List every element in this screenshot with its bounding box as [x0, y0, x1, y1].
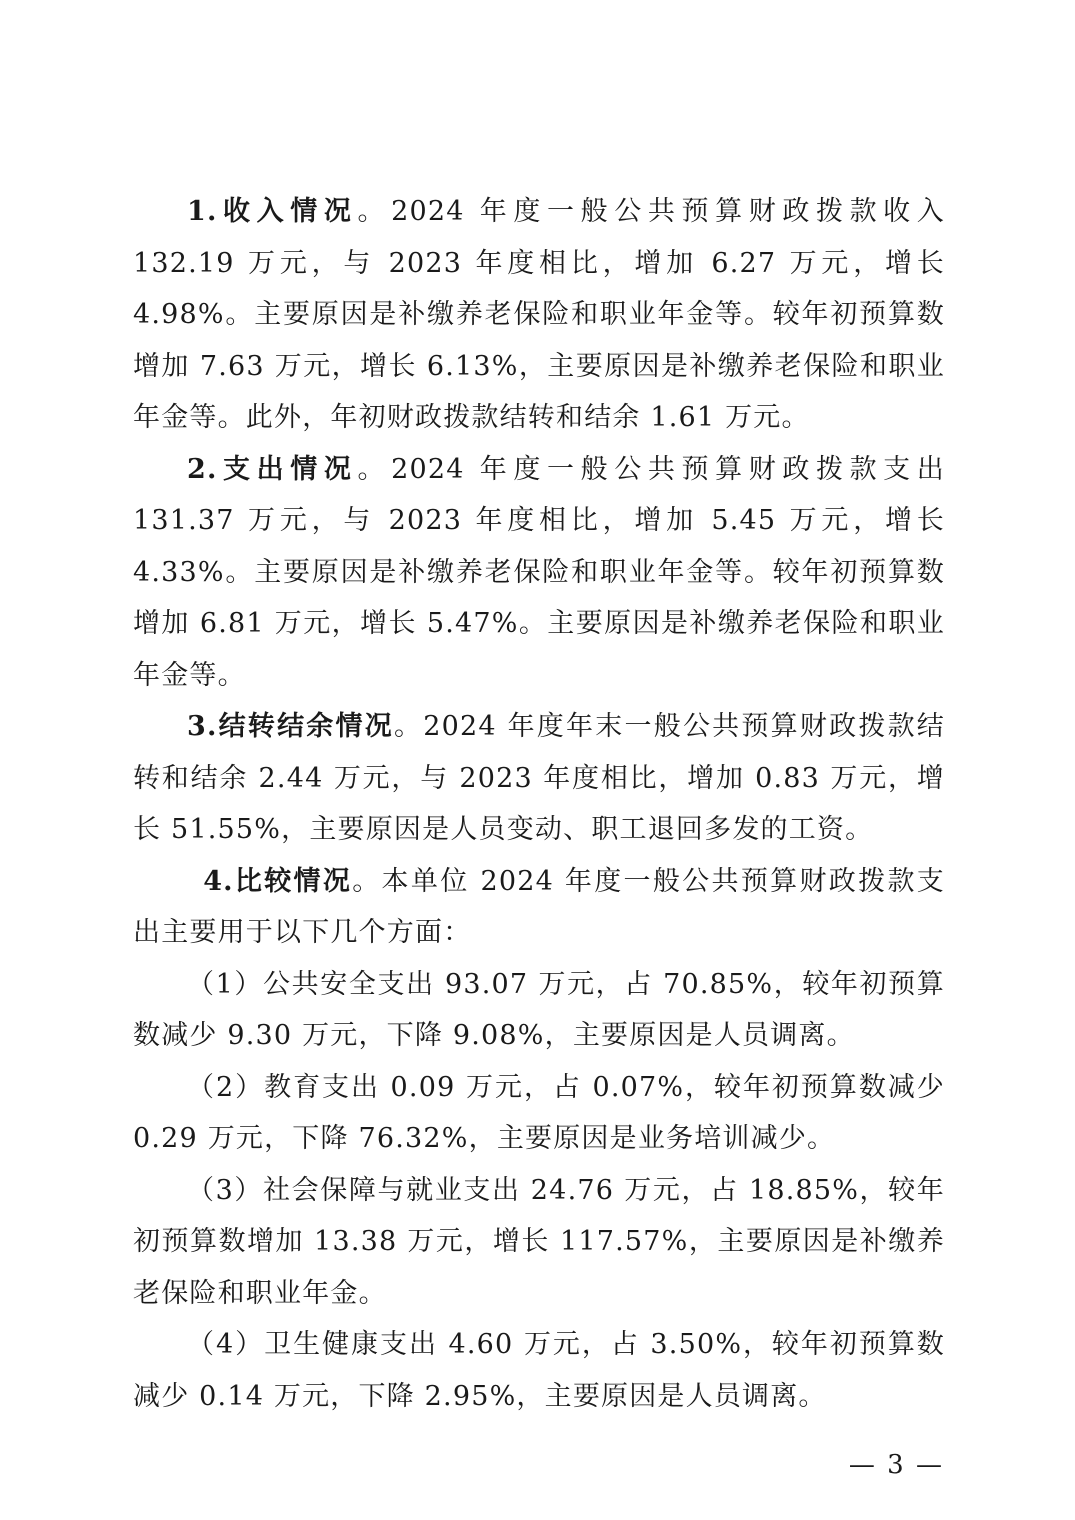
list-item-public-security: （1）公共安全支出 93.07 万元，占 70.85%，较年初预算数减少 9.30 万元，下降 9.08%，主要原因是人员调离。: [133, 968, 945, 1051]
paragraph-text: 。2024 年度年末一般公共预算财政拨款结转和结余 2.44 万元，与 2023 年度相比，增加 0.83 万元，增长 51.55%，主要原因是人员变动、职工退回多发的工资。: [133, 711, 945, 845]
paragraph-carryover: [133, 701, 945, 856]
document-body: [133, 186, 945, 1422]
page-number: — 3 —: [848, 1450, 944, 1480]
list-item-social-security: （3）社会保障与就业支出 24.76 万元，占 18.85%，较年初预算数增加 13.38 万元，增长 117.57%，主要原因是补缴养老保险和职业年金。: [133, 1174, 945, 1309]
paragraph-income: [133, 186, 945, 444]
section-heading: 4.比较情况: [203, 865, 353, 897]
paragraph-text: 。2024 年度一般公共预算财政拨款支出 131.37 万元，与 2023 年度相比，增加 5.45 万元，增长 4.33%。主要原因是补缴养老保险和职业年金等。较年初预算数增加 6.81 万元，增长 5.47%。主要原因是补缴养老保险和职业年金等。: [133, 453, 945, 691]
paragraph-text: 。2024 年度一般公共预算财政拨款收入 132.19 万元，与 2023 年度相比，增加 6.27 万元，增长 4.98%。主要原因是补缴养老保险和职业年金等。较年初预算数增加 7.63 万元，增长 6.13%，主要原因是补缴养老保险和职业年金等。此外，年初财政拨款结转和结余 1.61 万元。: [133, 196, 945, 433]
paragraph-expenditure: [133, 444, 945, 702]
section-heading: 2.支出情况: [187, 453, 358, 485]
list-item-health: （4）卫生健康支出 4.60 万元，占 3.50%，较年初预算数减少 0.14 万元，下降 2.95%，主要原因是人员调离。: [133, 1329, 945, 1412]
list-item-education: （2）教育支出 0.09 万元，占 0.07%，较年初预算数减少 0.29 万元，下降 76.32%，主要原因是业务培训减少。: [133, 1071, 945, 1154]
section-heading: 1.收入情况: [187, 196, 358, 227]
paragraph-text: 。本单位 2024 年度一般公共预算财政拨款支出主要用于以下几个方面：: [133, 865, 945, 948]
section-heading: 3.结转结余情况: [187, 711, 395, 742]
paragraph-comparison: [133, 856, 945, 959]
